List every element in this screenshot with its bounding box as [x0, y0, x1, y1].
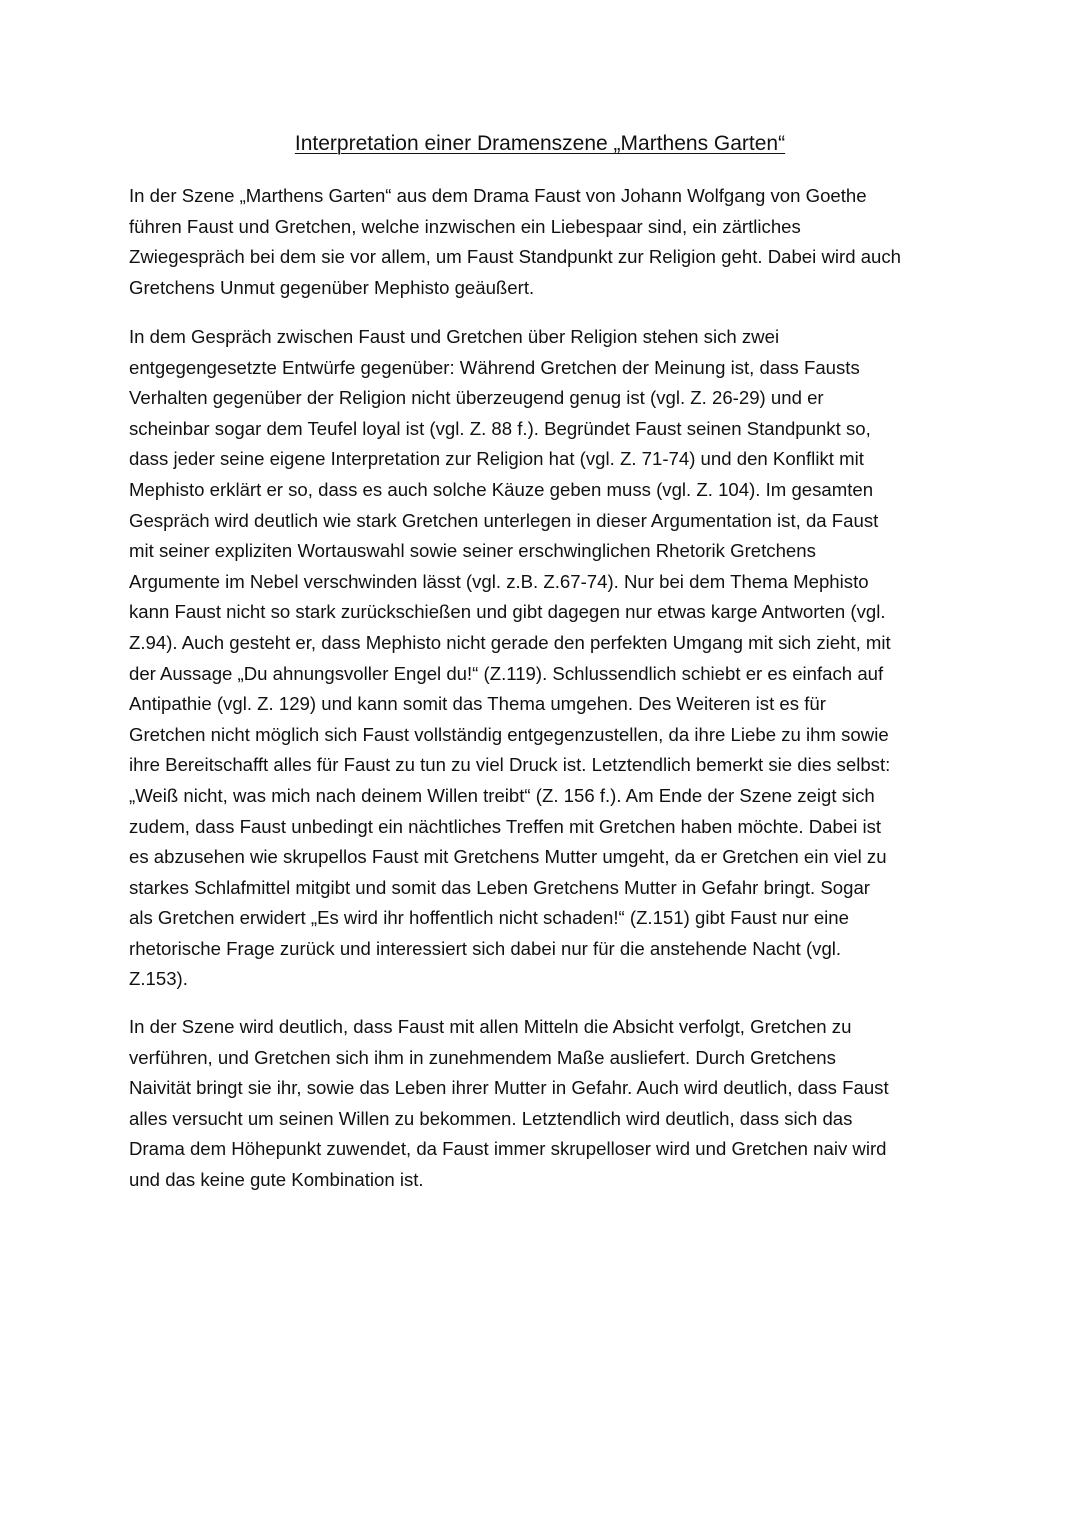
document-title: Interpretation einer Dramenszene „Marthens Garten“ [294, 132, 786, 155]
text-line: als Gretchen erwidert „Es wird ihr hoffentlich nicht schaden!“ (Z.151) gibt Faust nur eine [129, 907, 849, 929]
text-line: Gretchen nicht möglich sich Faust vollständig entgegenzustellen, da ihre Liebe zu ihm sowie [129, 723, 889, 745]
text-line: der Aussage „Du ahnungsvoller Engel du!“ (Z.119). Schlussendlich schiebt er es einfach auf [129, 662, 884, 684]
text-line: mit seiner expliziten Wortauswahl sowie seiner erschwinglichen Rhetorik Gretchens [129, 540, 816, 562]
text-line: dass jeder seine eigene Interpretation zur Religion hat (vgl. Z. 71-74) und den Konflikt mit [129, 448, 864, 470]
text-line: Gespräch wird deutlich wie stark Gretchen unterlegen in dieser Argumentation ist, da Faust [129, 509, 879, 531]
paragraph-main-analysis [129, 322, 959, 995]
text-line: Mephisto erklärt er so, dass es auch solche Käuze geben muss (vgl. Z. 104). Im gesamten [129, 478, 874, 500]
text-line: scheinbar sogar dem Teufel loyal ist (vgl. Z. 88 f.). Begründet Faust seinen Standpunkt so, [129, 417, 871, 439]
paragraph-conclusion [129, 1012, 959, 1196]
text-line: kann Faust nicht so stark zurückschießen und gibt dagegen nur etwas karge Antworten (vgl. [129, 601, 886, 623]
text-line: ihre Bereitschafft alles für Faust zu tun zu viel Druck ist. Letztendlich bemerkt sie dies selbst: [129, 754, 891, 776]
text-line: In dem Gespräch zwischen Faust und Gretchen über Religion stehen sich zwei [129, 326, 780, 347]
text-line: Argumente im Nebel verschwinden lässt (vgl. z.B. Z.67-74). Nur bei dem Thema Mephisto [129, 570, 869, 592]
text-line: starkes Schlafmittel mitgibt und somit das Leben Gretchens Mutter in Gefahr bringt. Sogar [129, 876, 870, 898]
text-line: In der Szene wird deutlich, dass Faust mit allen Mitteln die Absicht verfolgt, Gretchen zu [129, 1016, 852, 1037]
text-line: alles versucht um seinen Willen zu bekommen. Letztendlich wird deutlich, dass sich das [129, 1107, 853, 1129]
text-line: „Weiß nicht, was mich nach deinem Willen treibt“ (Z. 156 f.). Am Ende der Szene zeigt sich [129, 784, 875, 806]
text-line: zudem, dass Faust unbedingt ein nächtliches Treffen mit Gretchen haben möchte. Dabei ist [129, 815, 882, 837]
text-line: führen Faust und Gretchen, welche inzwischen ein Liebespaar sind, ein zärtliches [129, 215, 801, 237]
text-line: entgegengesetzte Entwürfe gegenüber: Während Gretchen der Meinung ist, dass Fausts [129, 356, 860, 378]
text-line: Zwiegespräch bei dem sie vor allem, um Faust Standpunkt zur Religion geht. Dabei wird auch [129, 246, 902, 268]
text-line: Antipathie (vgl. Z. 129) und kann somit das Thema umgehen. Des Weiteren ist es für [129, 693, 826, 715]
paragraph-introduction [129, 181, 959, 303]
text-line: In der Szene „Marthens Garten“ aus dem Drama Faust von Johann Wolfgang von Goethe [129, 185, 867, 206]
text-line: Verhalten gegenüber der Religion nicht überzeugend genug ist (vgl. Z. 26-29) und er [129, 387, 824, 409]
text-line: verführen, und Gretchen sich ihm in zunehmendem Maße ausliefert. Durch Gretchens [129, 1046, 836, 1068]
text-line: und das keine gute Kombination ist. [129, 1168, 424, 1190]
text-line: Drama dem Höhepunkt zuwendet, da Faust immer skrupelloser wird und Gretchen naiv wird [129, 1138, 887, 1160]
text-line: es abzusehen wie skrupellos Faust mit Gretchens Mutter umgeht, da er Gretchen ein viel zu [129, 846, 887, 868]
text-line: Naivität bringt sie ihr, sowie das Leben ihrer Mutter in Gefahr. Auch wird deutlich, dass Faust [129, 1077, 889, 1099]
text-line: Z.94). Auch gesteht er, dass Mephisto nicht gerade den perfekten Umgang mit sich zieht, mit [129, 631, 891, 653]
text-line: Gretchens Unmut gegenüber Mephisto geäußert. [129, 276, 535, 298]
text-line: rhetorische Frage zurück und interessiert sich dabei nur für die anstehende Nacht (vgl. [129, 937, 842, 959]
text-line: Z.153). [129, 968, 188, 990]
